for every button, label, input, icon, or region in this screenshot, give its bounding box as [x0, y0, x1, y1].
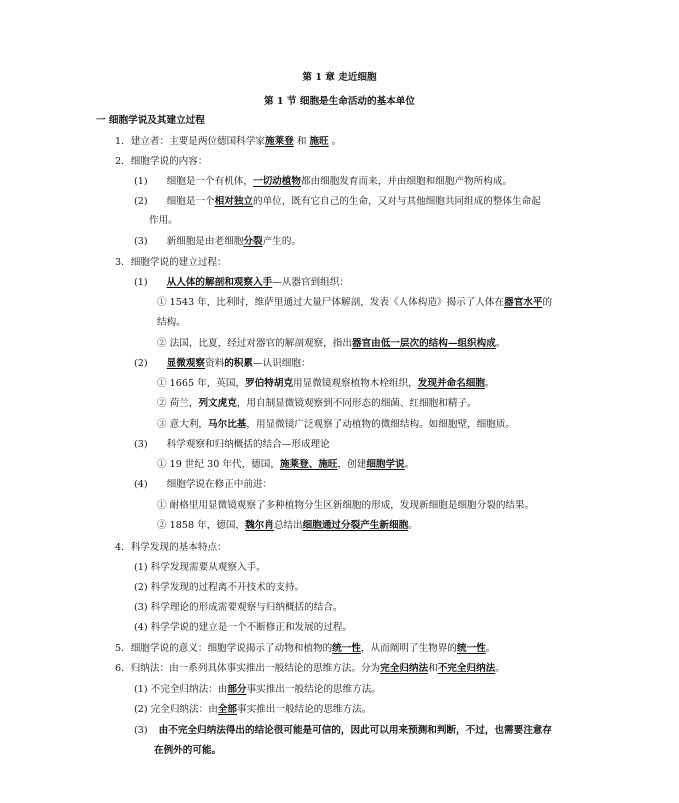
item-3-3-a-end: 。	[404, 459, 415, 470]
item-2-3-rest: 产生的。	[262, 236, 301, 247]
item-4-3: (3) 科学理论的形成需要观察与归纳概括的结合。	[134, 602, 343, 613]
item-3-1-b-text: ② 法国，比夏，经过对器官的解剖观察，指出	[157, 338, 352, 349]
item-3-3-num: (3)	[134, 439, 148, 450]
item-3-2-c-rest: ，用显微镜广泛观察了动植物的微细结构。如细胞壁，细胞质。	[246, 419, 516, 430]
item-2-2-text: 细胞是一个	[166, 196, 215, 207]
chapter-title: 第 1 章 走近细胞	[302, 72, 377, 83]
item-1-joiner: 和	[293, 136, 310, 147]
term-founders: 施莱登、施旺	[279, 459, 338, 470]
term-virchow: 魏尔肖	[245, 520, 274, 531]
item-3-4-b-mid: 总结出	[273, 520, 303, 531]
term-hooke: 罗伯特胡克	[245, 378, 294, 389]
item-1-end: 。	[328, 136, 342, 147]
item-2-2-num: (2)	[134, 196, 148, 207]
item-6-text: 6．归纳法：由一系列具体事实推出一般结论的思维方法。分为	[115, 663, 381, 674]
item-3-4-b-end: 。	[408, 520, 418, 531]
term-cell-division-origin: 细胞通过分裂产生新细胞	[302, 520, 409, 531]
item-3-4-a: ① 耐格里用显微镜观察了多种植物分生区新细胞的形成，发现新细胞是细胞分裂的结果。	[157, 500, 535, 511]
term-organ-tissue: 器官由低一层次的结构—组织构成	[351, 338, 496, 349]
item-3-2-a	[157, 377, 495, 391]
item-2-1	[134, 175, 512, 189]
item-5-mid: ，从而阐明了生物界的	[360, 643, 457, 654]
item-3-3-a-mid: ，创建	[337, 459, 367, 470]
item-2-2-cont: 作用。	[149, 215, 178, 226]
term-division: 分裂	[243, 236, 263, 247]
item-3-2-a-text: ① 1665 年，英国，	[157, 378, 246, 389]
item-3-1-b	[157, 337, 505, 351]
item-6	[115, 662, 505, 676]
item-6-1	[134, 683, 381, 697]
item-3-3-a	[157, 458, 414, 472]
item-3-1-a-cont: 结构。	[157, 317, 186, 328]
item-3-4	[134, 478, 272, 492]
item-3-4-text: 细胞学说在修正中前进：	[166, 479, 273, 490]
item-3-2-c-text: ③ 意大利，	[157, 419, 209, 430]
item-3-2	[134, 357, 311, 371]
item-2-2-rest: 的单位，既有它自己的生命，又对与其他细胞共同组成的整体生命起	[253, 196, 541, 207]
item-2-1-rest: 都由细胞发育而来，并由细胞和细胞产物所构成。	[300, 176, 513, 187]
item-3-2-num: (2)	[134, 358, 148, 369]
term-malpighi: 马尔比基	[208, 419, 247, 430]
term-complete-induction: 完全归纳法	[380, 663, 429, 674]
item-3-1-a	[157, 296, 552, 310]
item-2: 2．细胞学说的内容：	[115, 156, 208, 167]
item-2-3	[134, 235, 301, 249]
term-organ-level: 器官水平	[504, 297, 543, 308]
item-2-3-num: (3)	[134, 236, 148, 247]
item-3-1	[134, 276, 349, 290]
item-5	[115, 642, 495, 656]
term-relatively-independent: 相对独立	[214, 196, 253, 207]
item-4-2: (2) 科学发现的过程离不开技术的支持。	[134, 582, 305, 593]
item-3-3	[134, 438, 330, 452]
item-3-3-text: 科学观察和归纳概括的结合—形成理论	[166, 439, 330, 450]
item-4-1: (1) 科学发现需要从观察入手。	[134, 562, 266, 573]
item-2-1-num: (1)	[134, 176, 148, 187]
item-3-1-a-text: ① 1543 年，比利时，维萨里通过大量尸体解剖，发表《人体构造》揭示了人体在	[157, 297, 505, 308]
item-3-1-num: (1)	[134, 277, 148, 288]
item-4: 4．科学发现的基本特点：	[115, 542, 227, 553]
term-discover-cell: 发现并命名细胞	[417, 378, 485, 389]
term-anatomy: 从人体的解剖和观察入手	[166, 277, 273, 288]
item-4-4: (4) 科学学说的建立是一个不断修正和发展的过程。	[134, 622, 353, 633]
item-1	[115, 135, 341, 149]
term-unity-2: 统一性	[456, 643, 486, 654]
item-2-1-text: 细胞是一个有机体，	[166, 176, 253, 187]
item-6-3-text: 由不完全归纳法得出的结论很可能是可信的，因此可以用来预测和判断，不过，也需要注意存	[158, 725, 552, 736]
term-leeuwenhoek: 列文虎克	[198, 398, 237, 409]
item-3-4-num: (4)	[134, 479, 148, 490]
item-3-2-rest: —认识细胞：	[253, 358, 311, 369]
term-incomplete-induction: 不完全归纳法	[437, 663, 496, 674]
item-3-2-b-rest: ，用自制显微镜观察到不同形态的细菌、红细胞和精子。	[236, 398, 477, 409]
item-3-4-b-text: ② 1858 年，德国，	[157, 520, 246, 531]
item-3-1-b-end: 。	[495, 338, 506, 349]
term-unity-1: 统一性	[332, 643, 361, 654]
term-all-organisms: 一切动植物	[253, 176, 301, 187]
item-6-3-num: (3)	[134, 725, 148, 736]
item-3-1-a-end: 的	[542, 297, 553, 308]
item-6-mid: 和	[428, 663, 438, 674]
item-6-2	[134, 703, 371, 717]
item-3-4-b	[157, 519, 418, 533]
item-6-3	[134, 724, 552, 738]
term-accumulation: 的积累	[224, 358, 253, 369]
item-6-2-text: (2) 完全归纳法：由	[134, 704, 218, 715]
item-1-text: 1．建立者：主要是两位德国科学家	[115, 136, 266, 147]
item-6-1-text: (1) 不完全归纳法：由	[134, 684, 228, 695]
item-2-2	[134, 195, 541, 209]
item-3-2-a-end: 。	[484, 378, 495, 389]
item-6-3-cont: 在例外的可能。	[154, 745, 222, 756]
term-all: 全部	[217, 704, 237, 715]
term-schwann: 施旺	[309, 136, 329, 147]
item-3-2-b	[157, 397, 477, 411]
item-5-end: 。	[485, 643, 496, 654]
item-3-1-rest: —从器官到组织：	[272, 277, 349, 288]
term-schleiden: 施莱登	[265, 136, 294, 147]
item-3-2-c	[157, 418, 515, 432]
term-microscopy: 显微观察	[166, 358, 206, 369]
term-partial: 部分	[227, 684, 247, 695]
item-3: 3．细胞学说的建立过程：	[115, 257, 227, 268]
item-3-2-mid: 资料	[205, 358, 225, 369]
item-3-3-a-text: ① 19 世纪 30 年代，德国，	[157, 459, 280, 470]
item-3-2-b-text: ② 荷兰，	[157, 398, 199, 409]
item-6-1-rest: 事实推出一般结论的思维方法。	[246, 684, 381, 695]
term-cell-theory: 细胞学说	[366, 459, 405, 470]
section-title: 第 1 节 细胞是生命活动的基本单位	[263, 96, 415, 107]
item-5-text: 5．细胞学说的意义：细胞学说揭示了动物和植物的	[115, 643, 333, 654]
item-6-2-rest: 事实推出一般结论的思维方法。	[236, 704, 372, 715]
item-6-end: 。	[495, 663, 505, 674]
heading-1: 一 细胞学说及其建立过程	[96, 115, 205, 126]
item-2-3-text: 新细胞是由老细胞	[166, 236, 244, 247]
item-3-2-a-mid: 用显微镜观察植物木栓组织，	[293, 378, 418, 389]
